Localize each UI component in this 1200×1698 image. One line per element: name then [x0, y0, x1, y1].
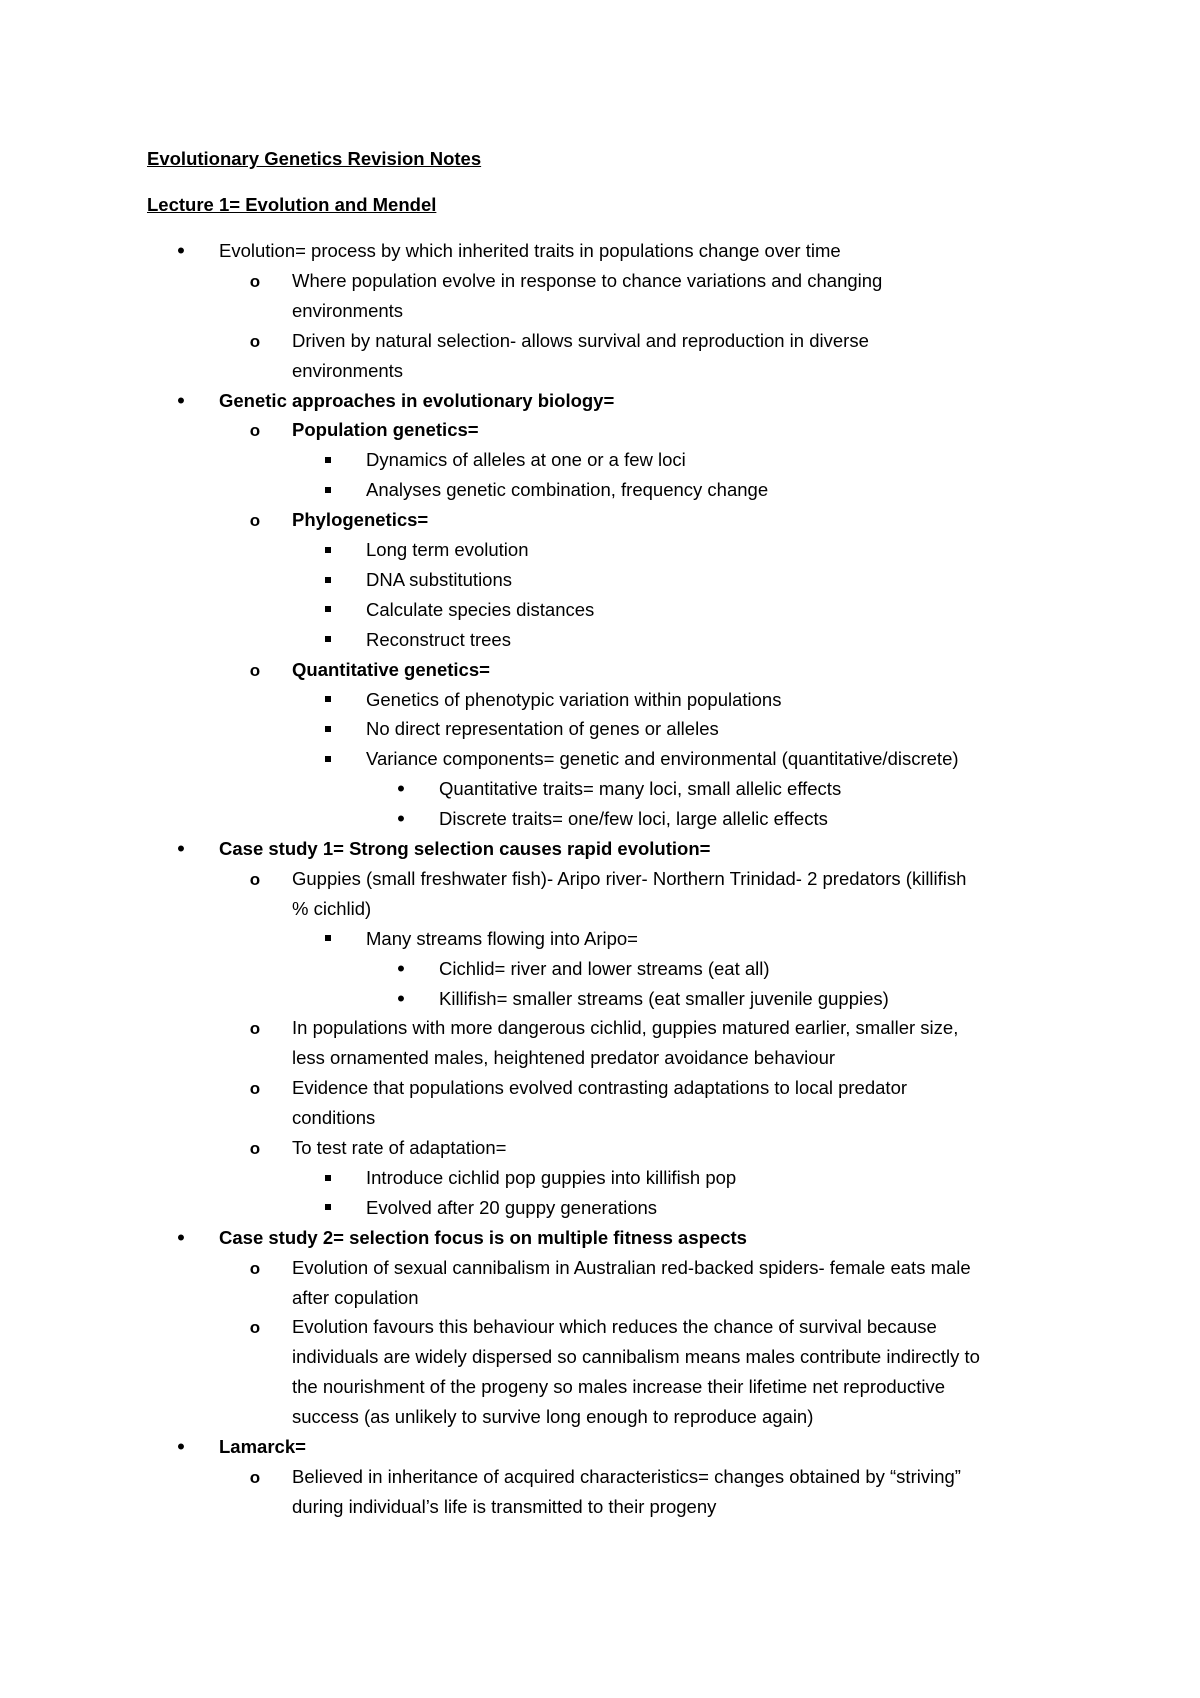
list-item-text: success (as unlikely to survive long enough to reproduce again) — [292, 1406, 814, 1428]
list-item-text: Calculate species distances — [366, 598, 595, 620]
list-item-text: after copulation — [292, 1286, 419, 1308]
list-item-text: Killifish= smaller streams (eat smaller juvenile guppies) — [439, 987, 889, 1009]
list-item-text: Evolution favours this behaviour which reduces the chance of survival because — [292, 1316, 937, 1338]
list-item-text: Evolved after 20 guppy generations — [366, 1196, 658, 1218]
bullet-square-icon — [321, 568, 335, 592]
list-item-text: individuals are widely dispersed so cannibalism means males contribute indirectly to — [292, 1346, 980, 1368]
bullet-dot-icon — [394, 777, 408, 802]
bullet-circle-icon — [248, 418, 262, 443]
list-item-text: Evidence that populations evolved contrasting adaptations to local predator — [292, 1077, 908, 1099]
list-item-text: Cichlid= river and lower streams (eat all) — [439, 957, 770, 979]
list-item-text: Dynamics of alleles at one or a few loci — [366, 449, 686, 471]
bullet-circle-icon — [248, 1016, 262, 1041]
bullet-dot-icon — [394, 987, 408, 1012]
bullet-circle-icon — [248, 867, 262, 892]
bullet-square-icon — [321, 478, 335, 502]
list-item-text: Lamarck= — [219, 1436, 306, 1457]
list-item-text: Genetics of phenotypic variation within populations — [366, 688, 782, 710]
bullet-dot-icon — [394, 807, 408, 832]
list-item-text: Reconstruct trees — [366, 628, 511, 650]
bullet-circle-icon — [248, 1136, 262, 1161]
bullet-dot-icon — [174, 837, 188, 862]
list-item-text: Long term evolution — [366, 539, 529, 560]
list-item-text: Evolution of sexual cannibalism in Australian red-backed spiders- female eats male — [292, 1256, 971, 1278]
bullet-square-icon — [321, 628, 335, 652]
bullet-square-icon — [321, 927, 335, 951]
list-item-text: Case study 2= selection focus is on multiple fitness aspects — [219, 1226, 747, 1248]
bullet-circle-icon — [248, 329, 262, 354]
list-item-text: Variance components= genetic and environmental (quantitative/discrete) — [366, 748, 959, 770]
bullet-square-icon — [321, 688, 335, 712]
list-item-text: environments — [292, 299, 404, 321]
bullet-square-icon — [321, 448, 335, 472]
list-item-text: Quantitative traits= many loci, small allelic effects — [439, 778, 842, 800]
list-item-text: less ornamented males, heightened predator avoidance behaviour — [292, 1047, 836, 1069]
list-item-text: Quantitative genetics= — [292, 658, 490, 680]
list-item-text: Many streams flowing into Aripo= — [366, 927, 638, 949]
list-item-text: DNA substitutions — [366, 568, 513, 590]
list-item-text: Case study 1= Strong selection causes rapid evolution= — [219, 838, 711, 859]
bullet-square-icon — [321, 1196, 335, 1220]
bullet-circle-icon — [248, 269, 262, 294]
list-item-text: during individual’s life is transmitted to their progeny — [292, 1495, 717, 1517]
bullet-dot-icon — [174, 389, 188, 414]
bullet-square-icon — [321, 747, 335, 771]
bullet-circle-icon — [248, 508, 262, 533]
bullet-square-icon — [321, 717, 335, 741]
bullet-dot-icon — [174, 1226, 188, 1251]
bullet-circle-icon — [248, 1256, 262, 1281]
bullet-circle-icon — [248, 1315, 262, 1340]
list-item-text: Discrete traits= one/few loci, large allelic effects — [439, 808, 828, 830]
bullet-square-icon — [321, 598, 335, 622]
list-item-text: To test rate of adaptation= — [292, 1137, 507, 1158]
list-item-text: conditions — [292, 1107, 376, 1129]
list-item-text: Guppies (small freshwater fish)- Aripo river- Northern Trinidad- 2 predators (killifish — [292, 867, 967, 889]
bullet-dot-icon — [174, 1435, 188, 1460]
list-item-text: Phylogenetics= — [292, 509, 429, 531]
bullet-dot-icon — [394, 957, 408, 982]
bullet-square-icon — [321, 538, 335, 562]
list-item-text: environments — [292, 359, 404, 381]
list-item-text: Population genetics= — [292, 419, 479, 441]
bullet-circle-icon — [248, 1465, 262, 1490]
list-item-text: In populations with more dangerous cichlid, guppies matured earlier, smaller size, — [292, 1017, 959, 1039]
list-item-text: Believed in inheritance of acquired characteristics= changes obtained by “striving” — [292, 1465, 961, 1487]
list-item-text: Analyses genetic combination, frequency change — [366, 479, 769, 501]
bullet-dot-icon — [174, 239, 188, 264]
document-title: Evolutionary Genetics Revision Notes — [147, 148, 482, 169]
list-item-text: Introduce cichlid pop guppies into killifish pop — [366, 1166, 737, 1188]
bullet-circle-icon — [248, 1076, 262, 1101]
list-item-text: Genetic approaches in evolutionary biology= — [219, 389, 615, 411]
list-item-text: the nourishment of the progeny so males increase their lifetime net reproductive — [292, 1376, 945, 1398]
list-item-text: Where population evolve in response to chance variations and changing — [292, 269, 883, 291]
list-item-text: % cichlid) — [292, 897, 372, 919]
section-heading: Lecture 1= Evolution and Mendel — [147, 194, 437, 215]
list-item-text: No direct representation of genes or alleles — [366, 718, 719, 740]
list-item-text: Driven by natural selection- allows survival and reproduction in diverse — [292, 329, 869, 351]
bullet-circle-icon — [248, 658, 262, 683]
list-item-text: Evolution= process by which inherited traits in populations change over time — [219, 240, 841, 261]
bullet-square-icon — [321, 1166, 335, 1190]
